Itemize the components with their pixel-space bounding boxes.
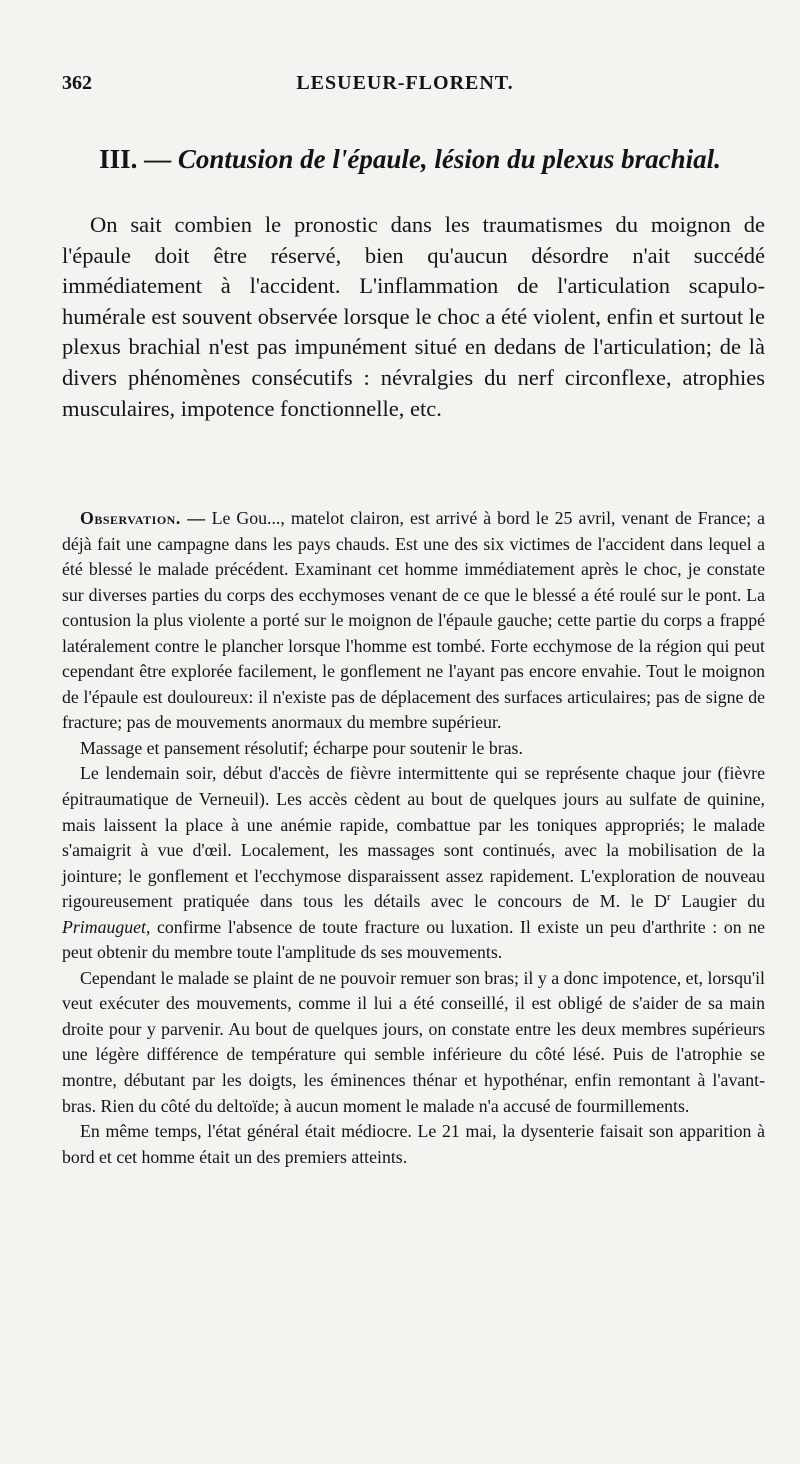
ship-name: Primauguet: [62, 916, 146, 937]
impotence-paragraph: Cependant le malade se plaint de ne pouvoir remuer son bras; il y a donc impotence, et, lorsqu'il veut exécuter des mouvements, comme il lui a été conseillé, il est obligé de s'aider de sa main droite pour y parvenir. Au bout de quelques jours, on constate entre les deux membres supérieurs une légère différence de température qui semble inférieure du côté lésé. Puis de l'atrophie se montre, débutant par les doigts, les éminences thénar et hypothénar, enfin remontant à l'avant-bras. Rien du côté du deltoïde; à aucun moment le malade n'a accusé de fourmillements.: [62, 967, 765, 1116]
observation-block: [62, 506, 765, 1170]
dysentery-paragraph: En même temps, l'état général était médiocre. Le 21 mai, la dysenterie faisait son apparition à bord et cet homme était un des premiers atteints.: [62, 1121, 765, 1167]
observation-text: Le Gou..., matelot clairon, est arrivé à bord le 25 avril, venant de France; a déjà fait une campagne dans les pays chauds. Est une des six victimes de l'accident dans lequel a été blessé le malade précédent. Examinant cet homme immédiatement après le choc, je constate sur diverses parties du corps des ecchymoses venant de ce que le blessé a été roulé sur le pont. La contusion la plus violente a porté sur le moignon de l'épaule gauche; cette partie du corps a frappé latéralement contre le plancher lorsque l'homme est tombé. Forte ecchymose de la région qui peut cependant être explorée facilement, le gonflement ne l'ayant pas encore envahie. Tout le moignon de l'épaule est douloureux: il n'existe pas de déplacement des surfaces articulaires; pas de signe de fracture; pas de mouvements anormaux du membre supérieur.: [62, 508, 765, 733]
followup-text-c: , confirme l'absence de toute fracture ou luxation. Il existe un peu d'arthrite : on ne peut obtenir du membre toute l'amplitude ds ses mouvements.: [62, 916, 765, 963]
intro-paragraph: On sait combien le pronostic dans les traumatismes du moignon de l'épaule doit être réservé, bien qu'aucun désordre n'ait succédé immédiatement à l'accident. L'inflammation de l'articulation scapulo-humérale est souvent observée lorsque le choc a été violent, enfin et surtout le plexus brachial n'est pas impunément situé en dedans de l'articulation; de là divers phénomènes consécutifs : névralgies du nerf circonflexe, atrophies musculaires, impotence fonctionnelle, etc.: [62, 212, 765, 421]
page-number: 362: [62, 72, 92, 94]
section-heading: [60, 144, 760, 175]
treatment-paragraph: Massage et pansement résolutif; écharpe pour soutenir le bras.: [80, 737, 523, 758]
section-number: III. —: [99, 144, 172, 174]
observation-label: Observation. —: [80, 508, 206, 528]
followup-paragraph: [62, 761, 765, 965]
followup-text-a: Le lendemain soir, début d'accès de fièvre intermittente qui se représente chaque jour (fièvre épitraumatique de Verneuil). Les accès cèdent au bout de quelques jours au sulfate de quinine, mais laissent la place à une anémie rapide, combattue par les toniques appropriés; le malade s'amaigrit à vue d'œil. Localement, les massages sont continués, avec la mobilisation de la jointure; le gonflement et l'ecchymose disparaissent assez rapidement. L'exploration de nouveau rigoureusement pratiquée dans tous les détails avec le concours de M. le D: [62, 763, 765, 912]
section-title: Contusion de l'épaule, lésion du plexus brachial.: [177, 144, 721, 174]
doctor-superscript: r: [666, 891, 671, 904]
followup-text-b: Laugier du: [670, 891, 765, 912]
observation-paragraph: [62, 506, 765, 736]
running-head: [62, 72, 748, 102]
running-title: LESUEUR-FLORENT.: [296, 72, 514, 94]
